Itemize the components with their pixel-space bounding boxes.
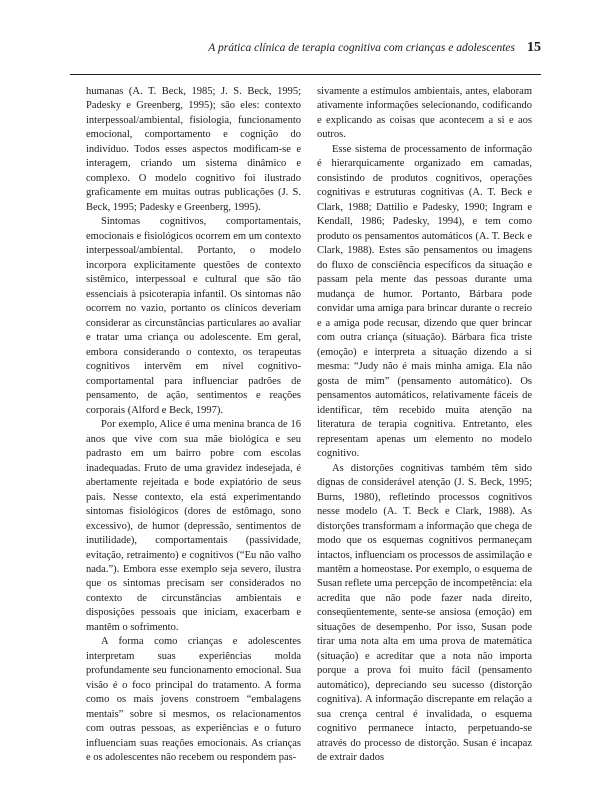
paragraph: As distorções cognitivas também têm sido dignas de considerável atenção (J. S. Beck, 1995; Burns, 1980), refletindo processos cognitivos nesse modelo (A. T. Beck e Clark, 1988). As distorções transformam a informação que chega de modo que os esquemas cognitivos permaneçam intactos, influenciam os processos de assimilação e mantêm a homeostase. Por exemplo, o esquema de Susan reflete uma percepção de incompetência: ela acredita que não pode fazer nada direito, conseqüentemente, sente-se ansiosa (emoção) em situações de desempenho. Por isso, Susan pode tirar uma nota alta em uma prova de matemática (situação) e acreditar que a nota não importa porque a prova foi muito fácil (pensamento automático), depreciando seu sucesso (distorção cognitiva). A informação discrepante em relação a sua crença central é invalidada, o esquema cognitivo permanece intacto, perpetuando-se através do processo de distorção. Susan é incapaz de extrair dados bbox=[317, 462, 532, 764]
running-title: A prática clínica de terapia cognitiva com crianças e adolescentes bbox=[208, 42, 515, 54]
paragraph: A forma como crianças e adolescentes interpretam suas experiências molda profundamente seu funcionamento emocional. Sua visão é o foco principal do tratamento. A forma como os mais jovens constroem “embalagens mentais” sobre si mesmos, os relacionamentos com outras pessoas, as experiências e o futuro influenciam suas reações emocionais. As crianças e os adolescentes não recebem ou respondem pas- bbox=[86, 636, 301, 764]
paragraph: sivamente a estímulos ambientais, antes, elaboram ativamente informações selecionando, codificando e explicando as coisas que acontecem a si e aos outros. bbox=[317, 86, 532, 141]
header-rule bbox=[70, 74, 541, 75]
running-header bbox=[0, 40, 541, 64]
left-column bbox=[86, 85, 301, 766]
paragraph: Sintomas cognitivos, comportamentais, emocionais e fisiológicos ocorrem em um contexto interpessoal/ambiental. Portanto, o modelo incorpora explicitamente questões de contexto sistêmico, interpessoal e cultural que são tão essenciais à psicoterapia infantil. Os sintomas não ocorrem no vazio, portanto os clínicos deveriam considerar as circunstâncias particulares ao avaliar e tratar uma criança ou adolescente. Em geral, embora considerando o contexto, os terapeutas cognitivos intervêm em nível cognitivo-comportamental para influenciar padrões de pensamento, de ação, sentimentos e reações corporais (Alford e Beck, 1997). bbox=[86, 216, 301, 416]
paragraph: Por exemplo, Alice é uma menina branca de 16 anos que vive com sua mãe biológica e seu padrasto em um bairro pobre com escolas inadequadas. Fruto de uma gravidez indesejada, é abertamente rejeitada e bode expiatório de seus pais. Nesse contexto, ela está experimentando sintomas fisiológicos (dores de estômago, sono excessivo), de humor (depressão, sentimentos de inutilidade), comportamentais (passividade, evitação, retraimento) e cognitivos (“Eu não valho nada.”). Embora esse exemplo seja severo, ilustra que os sintomas precisam ser considerados no contexto de circunstâncias ambientais e disposições pessoais que iniciam, exacerbam e mantêm o sofrimento. bbox=[86, 419, 301, 633]
right-column bbox=[317, 85, 532, 766]
paragraph: Esse sistema de processamento de informação é hierarquicamente organizado em camadas, consistindo de produtos cognitivos, operações cognitivas e estruturas cognitivas (A. T. Beck e Clark, 1988; Dattilio e Padesky, 1990; Ingram e Kendall, 1986; Padesky, 1994), e tem como produto os pensamentos automáticos (A. T. Beck e Clark, 1988). Estes são pensamentos ou imagens do fluxo de consciência específicos da situação e passam pela mente das pessoas durante uma mudança de humor. Portanto, Bárbara pode convidar uma amiga para brincar durante o recreio e a amiga pode recusar, dizendo que quer brincar com outra criança (situação). Bárbara fica triste (emoção) e interpreta a situação dizendo a si mesma: “Judy não é mais minha amiga. Ela não gosta de mim” (pensamento automático). Os pensamentos automáticos, relativamente fáceis de identificar, têm recebido muita atenção na literatura de terapia cognitiva. Entretanto, eles representam apenas um elemento no modelo cognitivo. bbox=[317, 143, 532, 460]
paragraph: humanas (A. T. Beck, 1985; J. S. Beck, 1995; Padesky e Greenberg, 1995); são eles: contexto interpessoal/ambiental, fisiologia, funcionamento emocional, comportamento e cognição do indivíduo. Todos esses aspectos modificam-se e interagem, criando um sistema dinâmico e complexo. O modelo cognitivo foi ilustrado graficamente em muitas outras publicações (J. S. Beck, 1995; Padesky e Greenberg, 1995). bbox=[86, 86, 301, 213]
page-number: 15 bbox=[527, 40, 541, 55]
